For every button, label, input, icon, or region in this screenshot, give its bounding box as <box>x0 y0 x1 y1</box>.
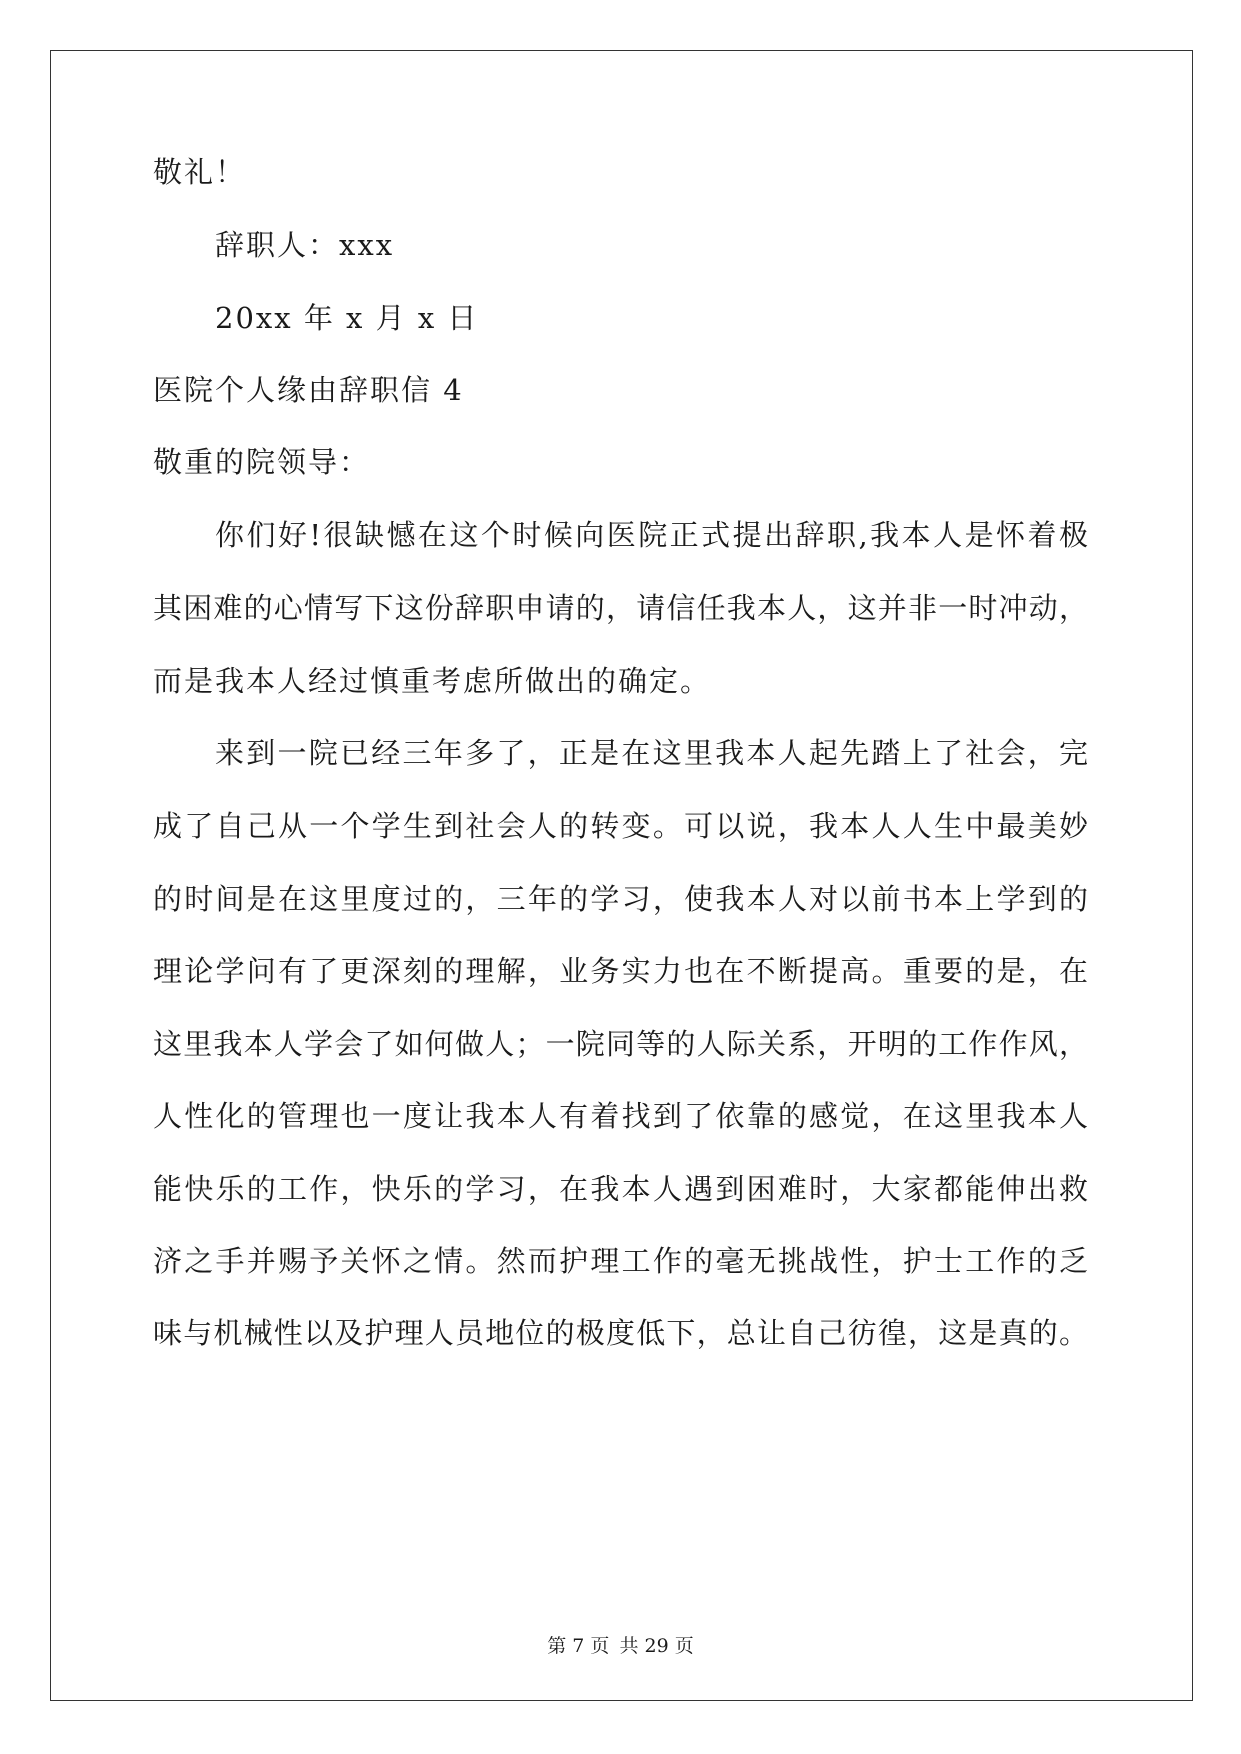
paragraph-line: 其困难的心情写下这份辞职申请的，请信任我本人，这并非一时冲动， <box>153 591 1088 625</box>
date-line: 20xx 年 x 月 x 日 <box>215 301 479 335</box>
page-number: 第 7 页 <box>547 1635 610 1657</box>
page-total: 共 29 页 <box>619 1635 694 1657</box>
paragraph-line: 的时间是在这里度过的，三年的学习，使我本人对以前书本上学到的 <box>153 882 1088 916</box>
paragraph-line: 来到一院已经三年多了，正是在这里我本人起先踏上了社会，完 <box>215 736 1088 770</box>
salutation: 敬重的院领导： <box>153 445 371 479</box>
paragraph-line: 人性化的管理也一度让我本人有着找到了依靠的感觉，在这里我本人 <box>153 1099 1088 1133</box>
signer-line: 辞职人：xxx <box>215 228 395 262</box>
closing-salutation: 敬礼！ <box>153 155 247 189</box>
paragraph-line: 味与机械性以及护理人员地位的极度低下，总让自己彷徨，这是真的。 <box>153 1316 1088 1350</box>
paragraph-line: 你们好!很缺憾在这个时候向医院正式提出辞职,我本人是怀着极 <box>215 518 1088 552</box>
page-footer <box>0 1633 1241 1659</box>
section-title: 医院个人缘由辞职信 4 <box>153 373 464 407</box>
paragraph-line: 济之手并赐予关怀之情。然而护理工作的毫无挑战性，护士工作的乏 <box>153 1244 1088 1278</box>
paragraph-line: 成了自己从一个学生到社会人的转变。可以说，我本人人生中最美妙 <box>153 809 1088 843</box>
paragraph-line: 理论学问有了更深刻的理解，业务实力也在不断提高。重要的是，在 <box>153 954 1088 988</box>
paragraph-line: 而是我本人经过慎重考虑所做出的确定。 <box>153 664 712 698</box>
paragraph-line: 这里我本人学会了如何做人；一院同等的人际关系，开明的工作作风， <box>153 1027 1088 1061</box>
paragraph-line: 能快乐的工作，快乐的学习，在我本人遇到困难时，大家都能伸出救 <box>153 1172 1088 1206</box>
